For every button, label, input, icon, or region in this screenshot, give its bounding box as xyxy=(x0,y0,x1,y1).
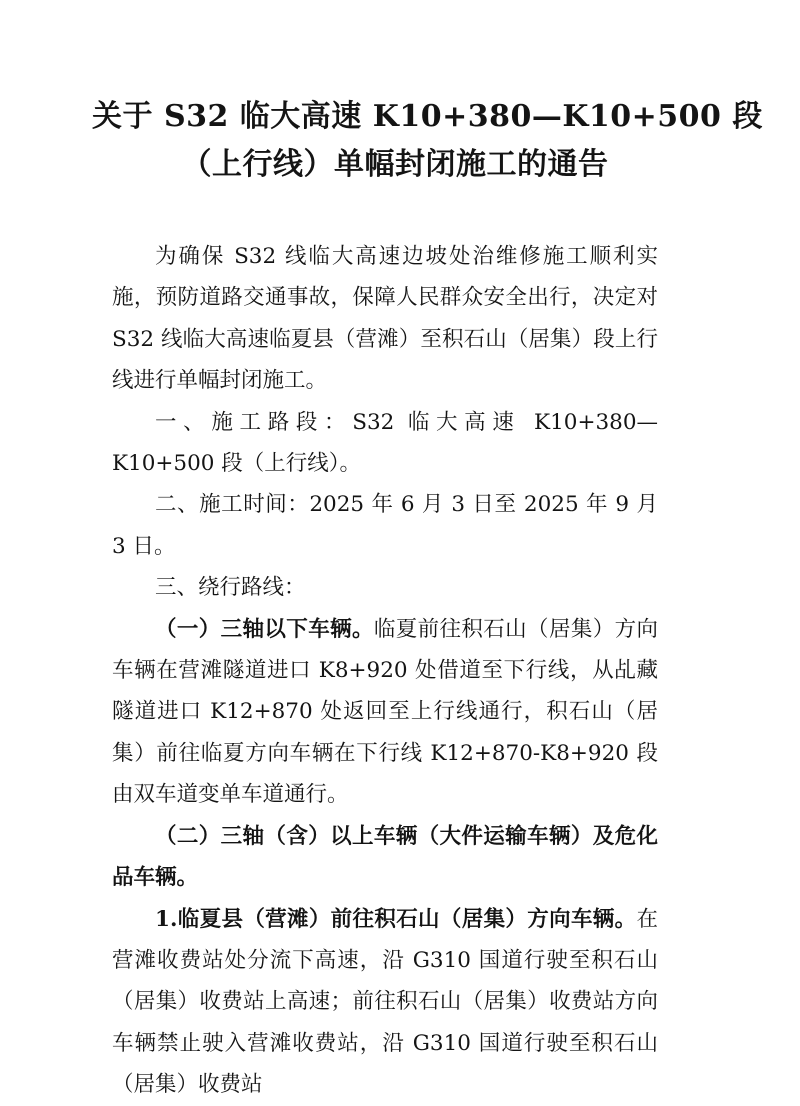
title-line-2: （上行线）单幅封闭施工的通告 xyxy=(181,147,609,182)
title-line-1: 关于 S32 临大高速 K10+380—K10+500 段 xyxy=(92,99,763,134)
subsection-under-three-axles xyxy=(112,609,658,816)
notice-title xyxy=(92,0,763,189)
subsection-1-text: 临夏前往积石山（居集）方向车辆在营滩隧道进口 K8+920 处借道至下行线，从乩藏隧道进口 K12+870 处返回至上行线通行，积石山（居集）前往临夏方向车辆在下行线 K12+870-K8+920 段由双车道变单车道通行。 xyxy=(112,616,658,808)
subsection-three-axles-and-above xyxy=(112,816,658,899)
intro-paragraph: 为确保 S32 线临大高速边坡处治维修施工顺利实施，预防道路交通事故，保障人民群众安全出行，决定对 S32 线临大高速临夏县（营滩）至积石山（居集）段上行线进行单幅封闭施工。 xyxy=(112,244,658,394)
item-linxia-to-jishishan xyxy=(112,899,658,1106)
section-detour-route: 三、绕行路线： xyxy=(155,575,306,601)
item-1-heading: 1.临夏县（营滩）前往积石山（居集）方向车辆。 xyxy=(155,906,637,932)
notice-body xyxy=(112,236,658,1106)
subsection-2-heading: （二）三轴（含）以上车辆（大件运输车辆）及危化品车辆。 xyxy=(112,823,658,891)
section-construction-segment: 一、施工路段：S32 临大高速 K10+380—K10+500 段（上行线）。 xyxy=(112,409,658,477)
section-construction-time: 二、施工时间：2025 年 6 月 3 日至 2025 年 9 月 3 日。 xyxy=(112,492,658,559)
subsection-1-heading: （一）三轴以下车辆。 xyxy=(155,616,374,642)
item-1-text: 在营滩收费站处分流下高速，沿 G310 国道行驶至积石山（居集）收费站上高速；前往积石山（居集）收费站方向车辆禁止驶入营滩收费站，沿 G310 国道行驶至积石山（居集）收费站 xyxy=(112,906,658,1098)
